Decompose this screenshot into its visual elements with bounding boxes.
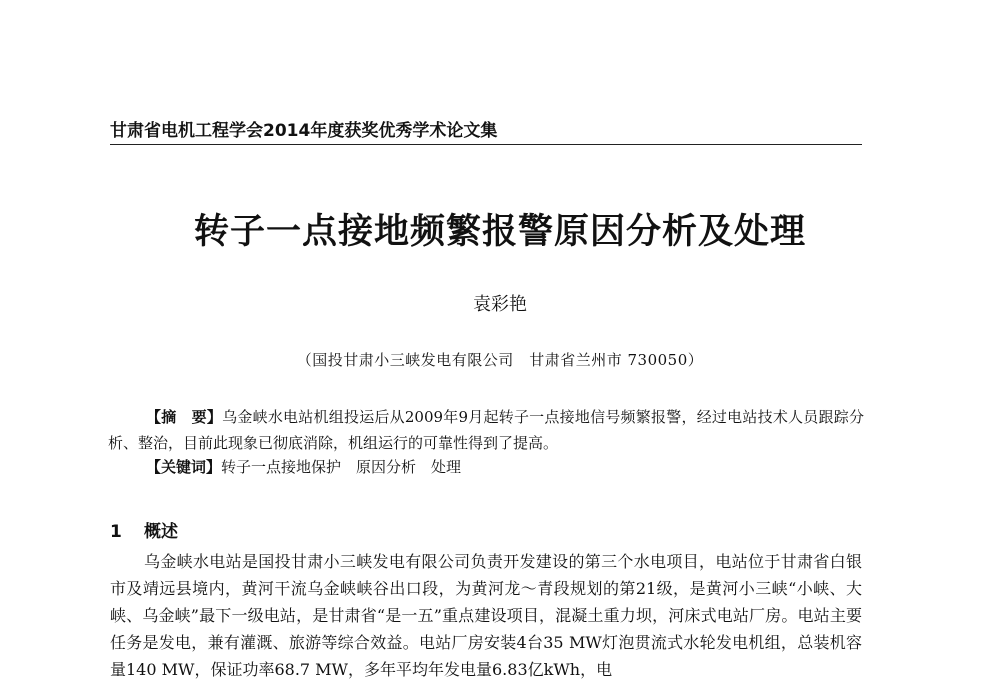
author-name: 袁彩艳	[473, 294, 527, 315]
abstract-text: 乌金峡水电站机组投运后从2009年9月起转子一点接地信号频繁报警，经过电站技术人员跟踪分析、整治，目前此现象已彻底消除，机组运行的可靠性得到了提高。	[108, 408, 864, 452]
section-heading	[110, 517, 178, 542]
abstract-paragraph	[108, 404, 864, 456]
author-affiliation: （国投甘肃小三峡发电有限公司 甘肃省兰州市 730050）	[296, 351, 704, 369]
abstract-label: 【摘 要】	[146, 408, 223, 426]
keywords-text: 转子一点接地保护 原因分析 处理	[221, 458, 462, 476]
body-paragraph: 乌金峡水电站是国投甘肃小三峡发电有限公司负责开发建设的第三个水电项目，电站位于甘肃省白银市及靖远县境内，黄河干流乌金峡峡谷出口段，为黄河龙～青段规划的第21级，是黄河小三峡“小峡、大峡、乌金峡”最下一级电站，是甘肃省“是一五”重点建设项目，混凝土重力坝，河床式电站厂房。电站主要任务是发电，兼有灌溉、旅游等综合效益。电站厂房安装4台35 MW灯泡贯流式水轮发电机组，总装机容量140 MW，保证功率68.7 MW，多年平均年发电量6.83亿kWh，电	[110, 552, 862, 679]
running-header: 甘肃省电机工程学会2014年度获奖优秀学术论文集	[110, 121, 498, 141]
abstract-block	[108, 404, 864, 456]
section-number: 1	[110, 522, 122, 542]
section-title: 概述	[144, 522, 178, 542]
keywords-label: 【关键词】	[146, 458, 222, 476]
body-text	[110, 548, 862, 683]
paper-title: 转子一点接地频繁报警原因分析及处理	[193, 211, 806, 252]
keywords-line	[146, 456, 461, 477]
header-rule	[110, 144, 862, 145]
